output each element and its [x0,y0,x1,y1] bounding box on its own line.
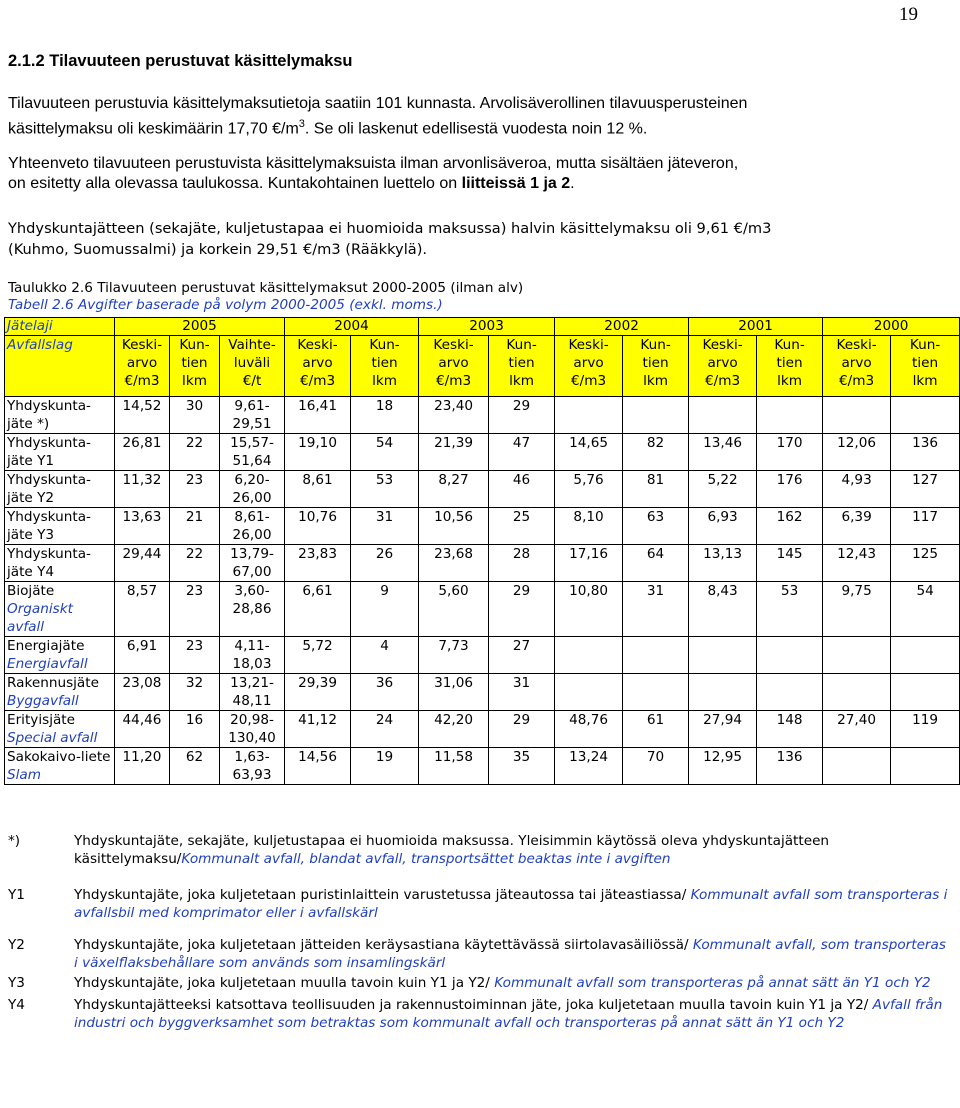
table-cell: 35 [489,748,555,785]
column-header-line: lkm [182,373,207,389]
table-cell: 10,76 [285,508,351,545]
table-cell [823,674,891,711]
column-header-line: Keski- [297,337,338,353]
table-cell: 26,81 [115,434,170,471]
table-cell [823,397,891,434]
footnote-text [74,974,953,992]
row-label-fi: Yhdyskunta-jäte Y2 [7,472,91,506]
column-header-line: luväli [233,355,271,371]
table-caption-fi: Taulukko 2.6 Tilavuuteen perustuvat käsittelymaksut 2000-2005 (ilman alv) [8,280,524,296]
table-cell: 70 [623,748,689,785]
table-cell: 13,24 [555,748,623,785]
table-cell: 19 [351,748,419,785]
column-header-line: €/t [242,373,262,389]
table-cell: 136 [891,434,960,471]
column-header-line: Kun- [506,337,537,353]
column-header [220,336,285,397]
row-label [5,471,115,508]
table-cell: 41,12 [285,711,351,748]
table-cell: 23,68 [419,545,489,582]
footnote-text-sv: Kommunalt avfall som transporteras på annat sätt än Y1 och Y2 [494,975,931,991]
table-cell: 5,76 [555,471,623,508]
row-label [5,434,115,471]
table-cell [891,397,960,434]
table-cell [757,674,823,711]
column-header-line: tien [181,355,208,371]
table-cell: 13,13 [689,545,757,582]
table-cell: 23,83 [285,545,351,582]
table-cell: 6,20-26,00 [220,471,285,508]
table-cell: 5,60 [419,582,489,637]
table-cell [623,674,689,711]
table-cell: 29 [489,397,555,434]
footnote-text-sv: Kommunalt avfall som transporteras i avfallsbil med komprimator eller i avfallskärl [74,887,948,921]
footnote-text [74,832,953,868]
table-body [5,397,960,785]
table-cell: 17,16 [555,545,623,582]
table-cell: 5,72 [285,637,351,674]
table-cell: 31,06 [419,674,489,711]
table-cell: 81 [623,471,689,508]
table-cell: 3,60-28,86 [220,582,285,637]
table-cell: 11,58 [419,748,489,785]
table-cell: 12,95 [689,748,757,785]
table-cell: 42,20 [419,711,489,748]
table-cell: 53 [757,582,823,637]
row-label-sv: Slam [7,767,41,783]
column-header-line: tien [776,355,803,371]
table-cell [555,674,623,711]
table-cell: 4,93 [823,471,891,508]
year-header: 2000 [823,318,960,336]
table-cell [623,637,689,674]
table-cell: 19,10 [285,434,351,471]
table-row [5,582,960,637]
row-label [5,582,115,637]
table-header-columns [5,336,960,397]
table-cell: 18 [351,397,419,434]
table-cell: 36 [351,674,419,711]
year-header: 2003 [419,318,555,336]
table-cell: 117 [891,508,960,545]
table-cell: 23 [170,582,220,637]
table-cell: 61 [623,711,689,748]
table-cell [555,637,623,674]
table-cell: 8,61-26,00 [220,508,285,545]
table-cell: 170 [757,434,823,471]
table-cell: 48,76 [555,711,623,748]
table-cell: 64 [623,545,689,582]
table-cell: 11,32 [115,471,170,508]
table-cell: 12,06 [823,434,891,471]
table-cell: 6,93 [689,508,757,545]
table-cell: 9 [351,582,419,637]
table-cell: 16 [170,711,220,748]
table-cell: 5,22 [689,471,757,508]
table-cell: 26 [351,545,419,582]
row-label-sv: Energiavfall [7,656,88,672]
table-row [5,637,960,674]
column-header-line: arvo [126,355,158,371]
column-header-line: arvo [573,355,604,371]
table-cell: 29,39 [285,674,351,711]
table-cell: 14,52 [115,397,170,434]
section-heading: 2.1.2 Tilavuuteen perustuvat käsittelymaksu [8,52,353,70]
table-cell [823,637,891,674]
table-cell: 14,56 [285,748,351,785]
row-label-fi: Energiajäte [7,638,85,654]
footnote-text-sv: Kommunalt avfall, blandat avfall, transportsättet beaktas inte i avgiften [181,851,671,867]
table-cell: 31 [623,582,689,637]
table-cell: 20,98-130,40 [220,711,285,748]
row-label-fi: Yhdyskunta-jäte Y1 [7,435,91,469]
table-cell: 29 [489,711,555,748]
column-header-line: arvo [841,355,872,371]
column-header-line: Kun- [640,337,671,353]
row-label-fi: Yhdyskunta-jäte Y4 [7,546,91,580]
table-cell: 6,61 [285,582,351,637]
table-cell: 47 [489,434,555,471]
column-header-line: lkm [372,373,397,389]
column-header-line: €/m3 [839,373,875,389]
column-header [689,336,757,397]
column-header [351,336,419,397]
table-cell: 54 [891,582,960,637]
row-label-fi: Sakokaivo-liete [7,749,111,765]
table-cell: 8,43 [689,582,757,637]
table-cell [891,748,960,785]
table-cell: 119 [891,711,960,748]
table-row [5,748,960,785]
footnote-text-fi: Yhdyskuntajäte, sekajäte, kuljetustapaa ei huomioida maksussa. Yleisimmin käytössä oleva yhdyskuntajätteen käsittelymaksu/ [74,833,830,867]
row-label-fi: Yhdyskunta-jäte Y3 [7,509,91,543]
table-cell: 4 [351,637,419,674]
table-cell: 29,44 [115,545,170,582]
table-cell: 23 [170,637,220,674]
table-cell [555,397,623,434]
table-row [5,674,960,711]
table-cell: 10,80 [555,582,623,637]
row-label-sv: Special avfall [7,730,98,746]
row-label-sv: Byggavfall [7,693,79,709]
footnote-key: Y3 [8,975,25,991]
table-cell: 46 [489,471,555,508]
corner-bottom: Avfallslag [5,336,115,397]
table-caption-sv: Tabell 2.6 Avgifter baserade på volym 2000-2005 (exkl. moms.) [8,297,443,313]
column-header [555,336,623,397]
row-label [5,711,115,748]
table-cell: 53 [351,471,419,508]
table-cell: 8,27 [419,471,489,508]
paragraph-volume-fees: Tilavuuteen perustuvia käsittelymaksutietoja saatiin 101 kunnasta. Arvolisäverollinen tilavuusperusteinen käsittelymaksu oli keskimäärin 17,70 $€/m^3$. Se oli laskenut edellisestä vuodesta noin 12 %. [8,95,748,138]
column-header [757,336,823,397]
fees-table [4,317,960,785]
year-header: 2002 [555,318,689,336]
footnote [8,832,953,868]
row-label-fi: Rakennusjäte [7,675,99,691]
column-header [115,336,170,397]
table-cell: 24 [351,711,419,748]
table-cell: 14,65 [555,434,623,471]
table-cell: 10,56 [419,508,489,545]
column-header [891,336,960,397]
table-cell: 54 [351,434,419,471]
table-cell: 125 [891,545,960,582]
column-header [419,336,489,397]
column-header-line: Keski- [433,337,474,353]
row-label-fi: Yhdyskunta-jäte *) [7,398,91,432]
row-label-fi: Biojäte [7,583,55,599]
footnote-text [74,936,953,972]
column-header [170,336,220,397]
table-cell [689,397,757,434]
footnote-key: Y4 [8,997,25,1013]
table-cell: 32 [170,674,220,711]
table-cell: 23,40 [419,397,489,434]
footnote [8,886,953,922]
table-row [5,471,960,508]
table-cell: 21,39 [419,434,489,471]
column-header-line: tien [642,355,669,371]
table-cell: 16,41 [285,397,351,434]
corner-top: Jätelaji [5,318,115,336]
column-header [489,336,555,397]
footnote-text [74,886,953,922]
year-header: 2005 [115,318,285,336]
column-header-line: €/m3 [705,373,741,389]
table-cell [623,397,689,434]
column-header-line: Keski- [121,337,163,353]
column-header-line: €/m3 [571,373,607,389]
column-header-line: Kun- [909,337,941,353]
column-header-line: tien [912,355,939,371]
row-label [5,748,115,785]
row-label [5,508,115,545]
table-cell: 8,10 [555,508,623,545]
table-cell [757,637,823,674]
footnote-text-fi: Yhdyskuntajäte, joka kuljetetaan jätteiden keräysastiana käytettävässä siirtolavasäiliössä/ [74,937,693,953]
footnote [8,996,953,1032]
column-header-line: arvo [707,355,738,371]
page-number: 19 [899,4,918,25]
column-header-line: Kun- [774,337,805,353]
table-cell [689,674,757,711]
column-header-line: lkm [912,373,938,389]
column-header-line: lkm [777,373,803,389]
table-cell: 4,11-18,03 [220,637,285,674]
column-header-line: Keski- [568,337,609,353]
table-cell: 1,63-63,93 [220,748,285,785]
table-cell: 136 [757,748,823,785]
table-cell: 9,75 [823,582,891,637]
column-header-line: tien [508,355,535,371]
table-cell: 13,46 [689,434,757,471]
table-cell: 11,20 [115,748,170,785]
table-cell: 6,39 [823,508,891,545]
footnote-key: *) [8,833,21,849]
table-cell: 23 [170,471,220,508]
table-cell: 127 [891,471,960,508]
table-cell [689,637,757,674]
column-header-line: €/m3 [435,373,472,389]
row-label-sv: Organiskt avfall [7,601,73,635]
table-row [5,711,960,748]
table-cell [757,397,823,434]
footnote-key: Y2 [8,937,25,953]
footnote-text-fi: Yhdyskuntajäte, joka kuljetetaan muulla tavoin kuin Y1 ja Y2/ [74,975,495,991]
table-cell: 8,57 [115,582,170,637]
table-cell: 28 [489,545,555,582]
column-header-line: arvo [302,355,333,371]
table-cell: 176 [757,471,823,508]
column-header-line: lkm [509,373,534,389]
column-header-line: Keski- [836,337,877,353]
table-cell: 31 [351,508,419,545]
footnote-text [74,996,953,1032]
column-header-line: €/m3 [299,373,336,389]
column-header-line: Keski- [702,337,743,353]
table-cell [823,748,891,785]
table-cell: 7,73 [419,637,489,674]
table-cell: 27,40 [823,711,891,748]
column-header-line: lkm [643,373,669,389]
row-label [5,397,115,434]
year-header: 2001 [689,318,823,336]
table-cell: 82 [623,434,689,471]
table-cell: 63 [623,508,689,545]
table-row [5,508,960,545]
table-cell: 13,21-48,11 [220,674,285,711]
table-cell: 8,61 [285,471,351,508]
table-cell: 162 [757,508,823,545]
table-cell: 15,57-51,64 [220,434,285,471]
column-header [285,336,351,397]
table-row [5,397,960,434]
table-cell: 31 [489,674,555,711]
footnotes [8,832,953,1032]
table-cell: 22 [170,545,220,582]
table-cell: 12,43 [823,545,891,582]
column-header-line: Kun- [179,337,210,353]
table-header-years [5,318,960,336]
table-cell: 145 [757,545,823,582]
column-header-line: €/m3 [124,373,160,389]
table-cell: 13,63 [115,508,170,545]
table-cell: 30 [170,397,220,434]
footnote-text-fi: Yhdyskuntajätteeksi katsottava teollisuuden ja rakennustoiminnan jäte, joka kuljetetaan muulla tavoin kuin Y1 ja Y2/ [74,997,873,1013]
table-cell: 23,08 [115,674,170,711]
paragraph-municipal-waste: Yhdyskuntajätteen (sekajäte, kuljetustapaa ei huomioida maksussa) halvin käsittelymaksu oli 9,61 €/m3 (Kuhmo, Suomussalmi) ja korkein 29,51 €/m3 (Rääkkylä). [8,220,772,258]
table-cell: 148 [757,711,823,748]
table-cell [891,637,960,674]
table-cell: 22 [170,434,220,471]
table-cell: 21 [170,508,220,545]
table-cell: 6,91 [115,637,170,674]
table-cell [891,674,960,711]
year-header: 2004 [285,318,419,336]
column-header [823,336,891,397]
column-header-line: Kun- [369,337,400,353]
table-cell: 9,61-29,51 [220,397,285,434]
column-header [623,336,689,397]
table-cell: 44,46 [115,711,170,748]
table-row [5,545,960,582]
table-cell: 27,94 [689,711,757,748]
table-cell: 29 [489,582,555,637]
table-cell: 62 [170,748,220,785]
footnote [8,974,953,992]
row-label [5,545,115,582]
column-header-line: tien [371,355,398,371]
column-header-line: Vaihte- [228,337,276,353]
row-label-fi: Erityisjäte [7,712,75,728]
footnote-text-sv: Kommunalt avfall, som transporteras i växelflaksbehållare som används som insamlingskärl [74,937,946,971]
footnote-key: Y1 [8,887,25,903]
table-row [5,434,960,471]
table-cell: 25 [489,508,555,545]
row-label [5,637,115,674]
column-header-line: arvo [438,355,469,371]
row-label [5,674,115,711]
table-cell: 13,79-67,00 [220,545,285,582]
footnote [8,936,953,972]
paragraph-summary: Yhteenveto tilavuuteen perustuvista käsittelymaksuista ilman arvonlisäveroa, mutta sisältäen jäteveron, on esitetty alla olevassa taulukossa. Kuntakohtainen luettelo on liitteissä 1 ja 2. [8,155,739,192]
table-cell: 27 [489,637,555,674]
footnote-text-sv: Avfall från industri och byggverksamhet som betraktas som kommunalt avfall och transporteras på annat sätt än Y1 och Y2 [74,997,943,1031]
footnote-text-fi: Yhdyskuntajäte, joka kuljetetaan puristinlaittein varustetussa jäteautossa tai jäteastiassa/ [74,887,691,903]
